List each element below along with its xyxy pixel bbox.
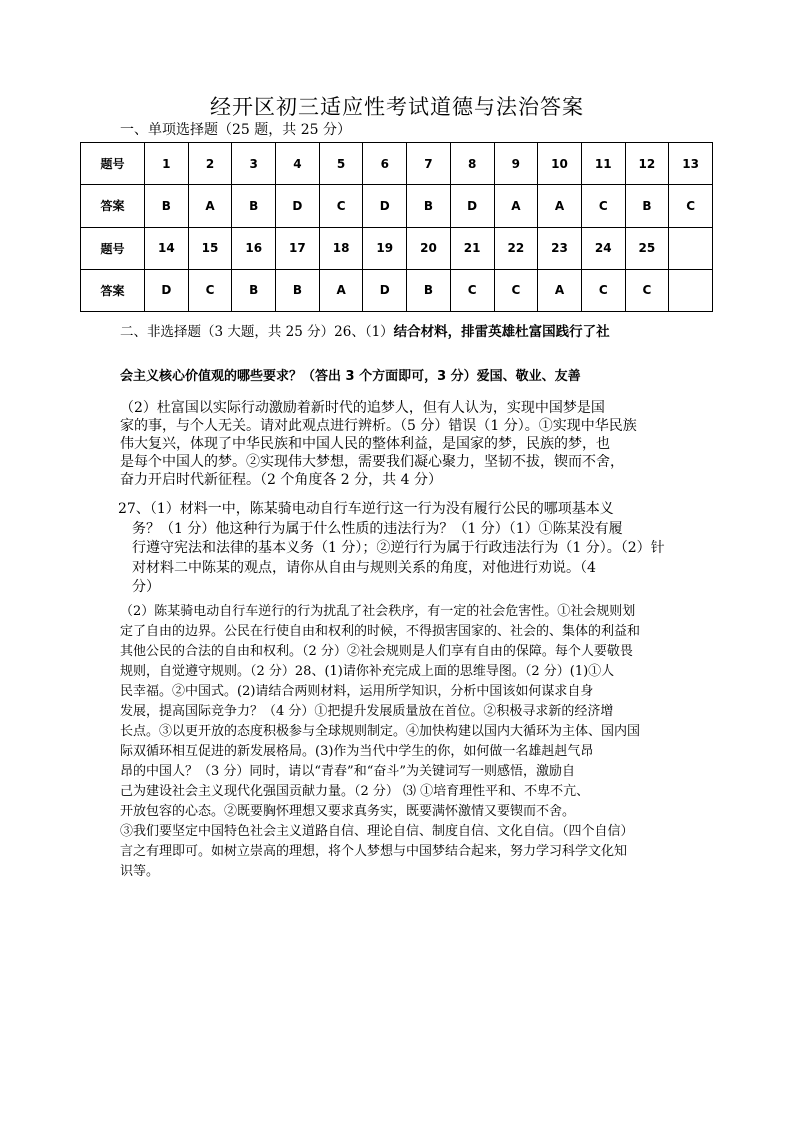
q26-prefix: 二、非选择题（3 大题，共 25 分）26、（1） [120,324,394,340]
question-number: 22 [494,227,538,269]
table-row [81,269,713,311]
q27-q28-answers [120,602,695,882]
question-number: 24 [581,227,625,269]
question-number: 11 [581,143,625,185]
table-row [81,227,713,269]
text-line: 民幸福。②中国式。(2)请结合两则材料，运用所学知识，分析中国该如何谋求自身 [120,684,594,699]
q26-question-bold: 结合材料，排雷英雄杜富国践行了社 [393,324,610,340]
question-number: 2 [188,143,232,185]
answer-cell: A [538,269,582,311]
question-number: 4 [276,143,320,185]
question-number: 1 [145,143,189,185]
text-line: 奋力开启时代新征程。（2 个角度各 2 分，共 4 分） [120,472,442,488]
text-line: ③我们要坚定中国特色社会主义道路自信、理论自信、制度自信、文化自信。（四个自信） [120,824,634,839]
question-number: 6 [363,143,407,185]
answer-cell [669,269,713,311]
text-line: 对材料二中陈某的观点，请你从自由与规则关系的角度，对他进行劝说。（4 [118,559,596,576]
answer-cell: A [188,185,232,227]
text-line: 是每个中国人的梦。②实现伟大梦想，需要我们凝心聚力，坚韧不拔，锲而不舍， [120,454,624,470]
text-line: 言之有理即可。如树立崇高的理想，将个人梦想与中国梦结合起来，努力学习科学文化知 [120,844,628,859]
question-number: 15 [188,227,232,269]
answer-cell: B [145,185,189,227]
question-number: 17 [276,227,320,269]
text-line: 分） [118,579,160,595]
text-line: 规则，自觉遵守规则。（2 分）28、(1)请你补充完成上面的思维导图。（2 分）(1)①人 [120,664,615,679]
question-number: 13 [669,143,713,185]
q27-answer [118,500,698,598]
answer-cell: D [276,185,320,227]
text-line: 己为建设社会主义现代化强国贡献力量。（2 分） ⑶ ①培育理性平和、不卑不亢、 [120,784,590,799]
question-number: 12 [625,143,669,185]
question-number: 10 [538,143,582,185]
text-line: （2）陈某骑电动自行车逆行的行为扰乱了社会秩序，有一定的社会危害性。①社会规则划 [120,604,636,619]
text-line: 务？（1 分）他这种行为属于什么性质的违法行为？（1 分）（1）①陈某没有履 [118,520,623,537]
text-line: 开放包容的心态。②既要胸怀理想又要求真务实，既要满怀激情又要锲而不舍。 [120,804,576,819]
question-number: 21 [450,227,494,269]
row-label: 答案 [81,185,145,227]
question-number: 18 [319,227,363,269]
question-number: 25 [625,227,669,269]
question-number: 14 [145,227,189,269]
answer-cell: D [363,269,407,311]
text-line: 伟大复兴，体现了中华民族和中国人民的整体利益，是国家的梦，民族的梦，也 [120,436,610,452]
answer-cell: A [538,185,582,227]
text-line: 长点。③以更开放的态度积极参与全球规则制定。④加快构建以国内大循环为主体、国内国 [120,724,641,739]
question-number: 23 [538,227,582,269]
answer-cell: C [494,269,538,311]
row-label: 答案 [81,269,145,311]
row-label: 题号 [81,227,145,269]
text-line: 际双循环相互促进的新发展格局。(3)作为当代中学生的你，如何做一名雄赳赳气昂 [120,744,594,759]
answer-table [80,142,713,312]
answer-cell: C [581,185,625,227]
text-line: （2）杜富国以实际行动激励着新时代的追梦人，但有人认为，实现中国梦是国 [120,400,605,416]
text-line: 其他公民的合法的自由和权利。（2 分）②社会规则是人们享有自由的保障。每个人要敬畏 [120,644,633,659]
answer-cell: A [319,269,363,311]
answer-cell: B [407,269,451,311]
text-line: 定了自由的边界。公民在行使自由和权利的时候，不得损害国家的、社会的、集体的利益和 [120,624,641,639]
q26-part2-answer [120,399,688,489]
answer-cell: B [276,269,320,311]
answer-cell: C [669,185,713,227]
question-number: 3 [232,143,276,185]
question-number [669,227,713,269]
text-line: 家的事，与个人无关。请对此观点进行辨析。（5 分）错误（1 分）。①实现中华民族 [120,418,637,434]
q26-heading-line1 [120,323,695,342]
answer-cell: B [232,185,276,227]
table-row [81,185,713,227]
answer-cell: B [232,269,276,311]
section-heading-multiple-choice: 一、单项选择题（25 题，共 25 分） [120,122,351,138]
text-line: 识等。 [120,864,160,879]
question-number: 8 [450,143,494,185]
answer-cell: B [407,185,451,227]
answer-cell: C [625,269,669,311]
question-number: 20 [407,227,451,269]
question-number: 16 [232,227,276,269]
answer-cell: B [625,185,669,227]
answer-cell: D [363,185,407,227]
question-number: 9 [494,143,538,185]
text-line: 昂的中国人？（3 分）同时，请以“青春”和“奋斗”为关键词写一则感悟，激励自 [120,764,575,779]
answer-cell: D [145,269,189,311]
text-line: 27、（1）材料一中，陈某骑电动自行车逆行这一行为没有履行公民的哪项基本义 [118,501,614,517]
answer-cell: C [319,185,363,227]
text-line: 发展，提高国际竞争力？（4 分）①把提升发展质量放在首位。②积极寻求新的经济增 [120,704,614,719]
text-line: 行遵守宪法和法律的基本义务（1 分）；②逆行行为属于行政违法行为（1 分）。（2）针 [118,540,665,556]
row-label: 题号 [81,143,145,185]
answer-cell: C [581,269,625,311]
answer-cell: D [450,185,494,227]
question-number: 7 [407,143,451,185]
page-title: 经开区初三适应性考试道德与法治答案 [210,95,584,119]
answer-cell: C [450,269,494,311]
answer-cell: A [494,185,538,227]
table-row [81,143,713,185]
answer-cell: C [188,269,232,311]
q26-heading-line2: 会主义核心价值观的哪些要求？（答出 3 个方面即可，3 分）爱国、敬业、友善 [120,369,581,384]
question-number: 5 [319,143,363,185]
question-number: 19 [363,227,407,269]
